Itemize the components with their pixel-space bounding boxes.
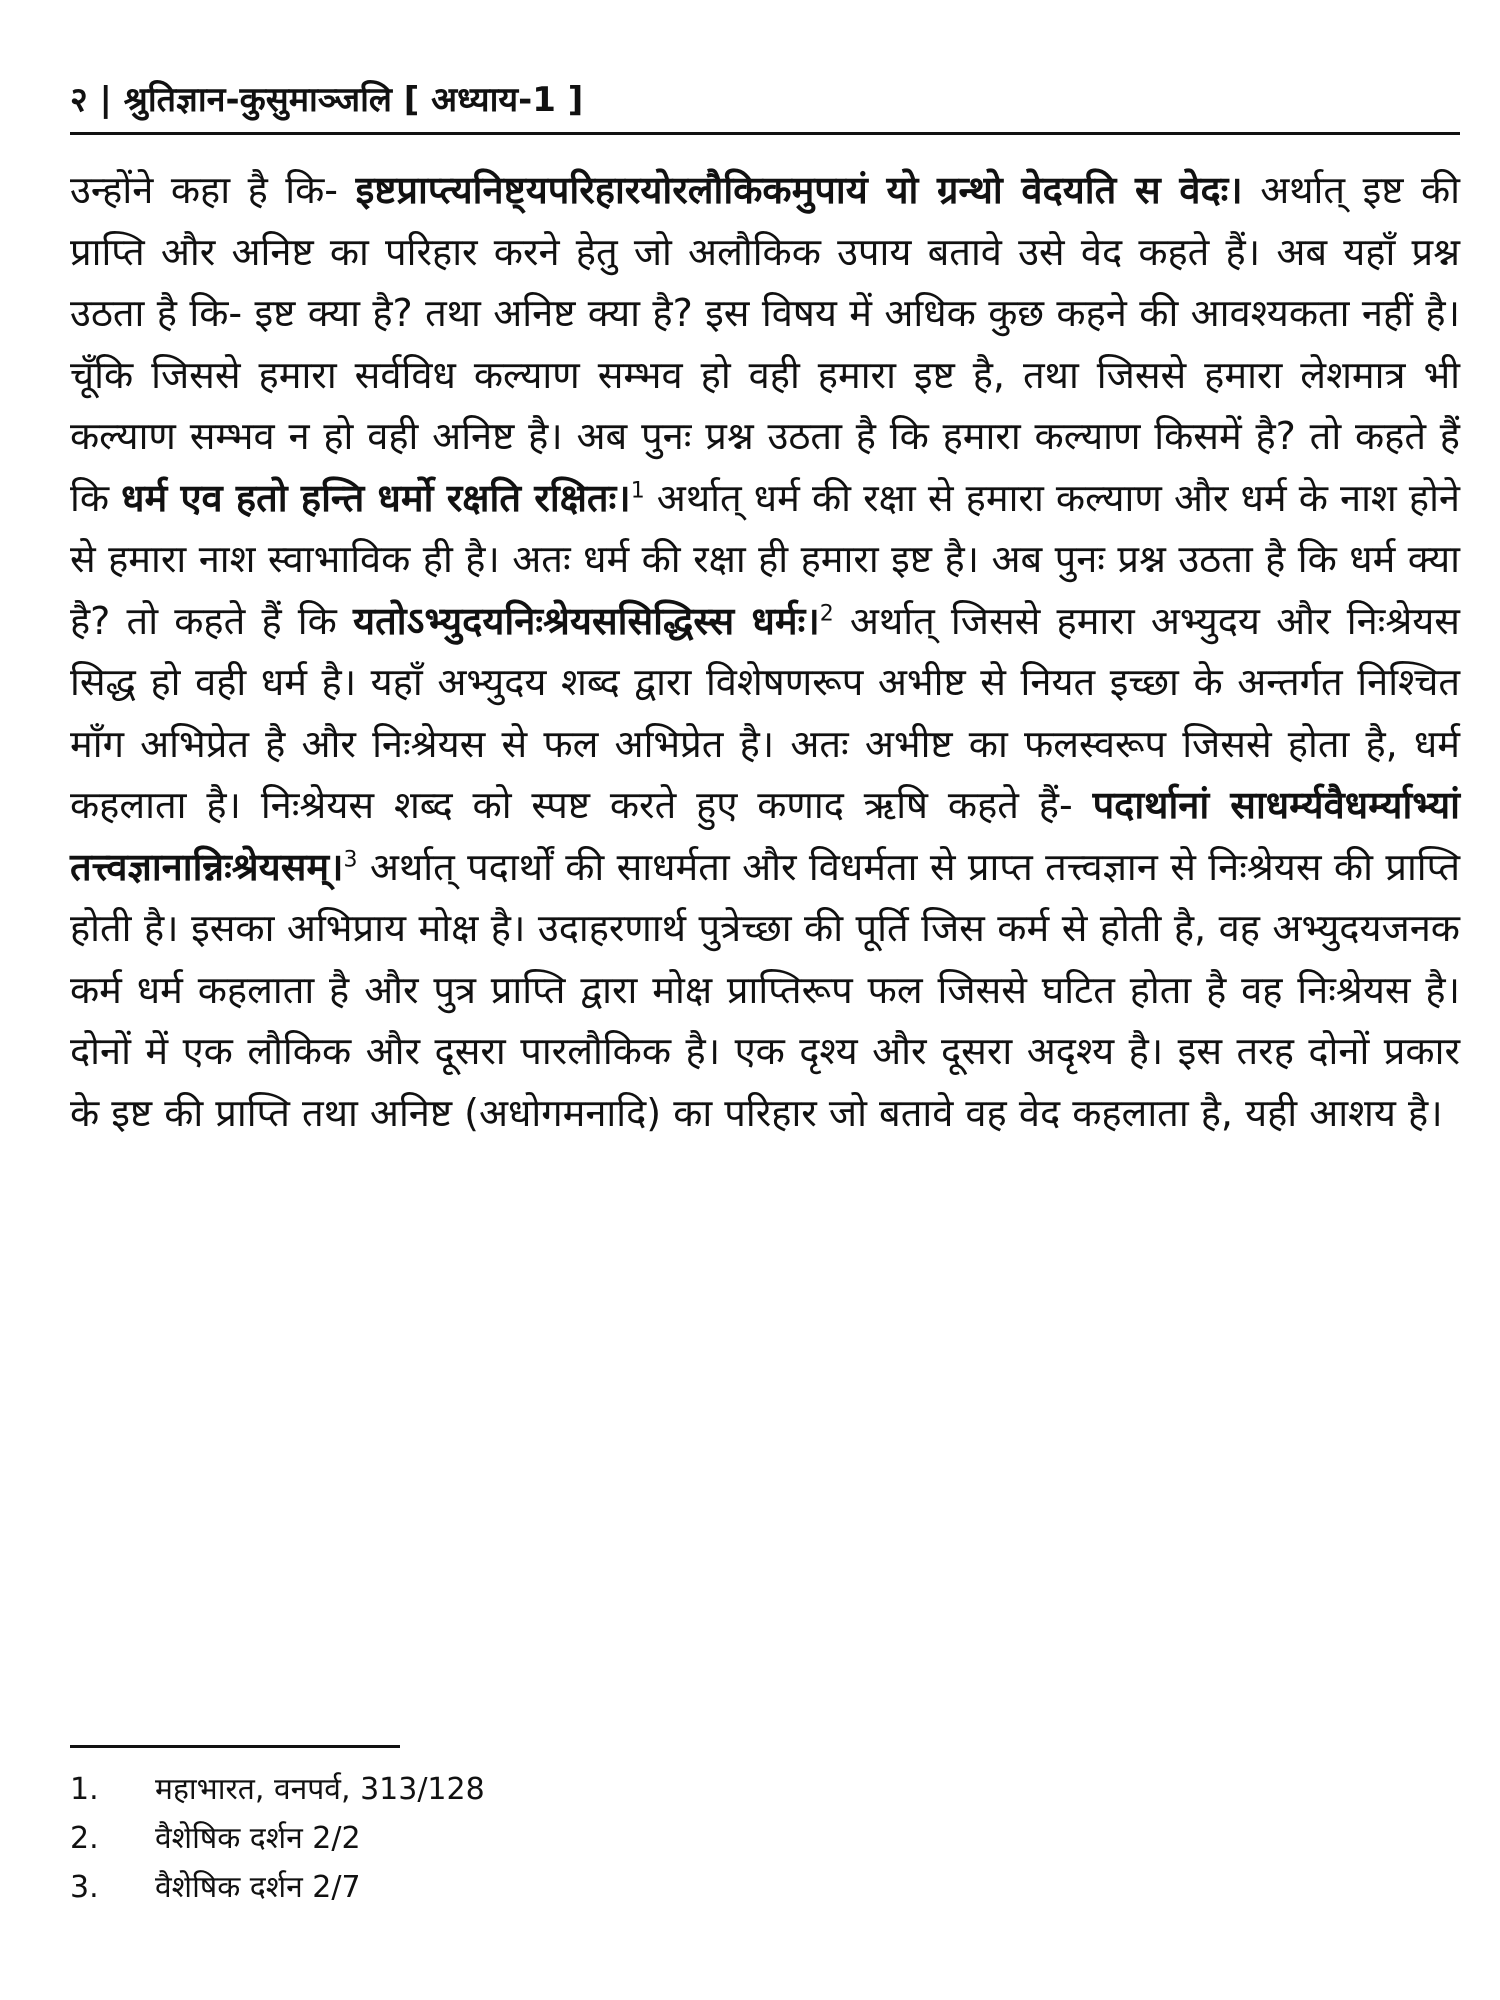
footnote-marker-3: 3 [343,846,358,872]
header-rule [70,132,1460,135]
footnote-1 [70,1765,970,1814]
running-header: २ | श्रुतिज्ञान-कुसुमाञ्जलि [ अध्याय-1 ] [70,80,584,120]
body-text-1: उन्होंने कहा है कि- [70,168,356,212]
body-text-4: अर्थात् जिससे हमारा अभ्युदय और निःश्रेयस सिद्ध हो वही धर्म है। यहाँ अभ्युदय शब्द द्वारा विशेषणरूप अभीष्ट से नियत इच्छा के अन्तर्गत निश्चित माँग अभिप्रेत है और निःश्रेयस से फल अभिप्रेत है। अतः अभीष्ट का फलस्वरूप जिससे होता है, धर्म कहलाता है। निःश्रेयस शब्द को स्पष्ट करते हुए कणाद ऋषि कहते हैं- [70,598,1460,827]
footnote-text: महाभारत, वनपर्व, 313/128 [155,1772,485,1807]
sanskrit-quote-1: इष्टप्राप्त्यनिष्ट्यपरिहारयोरलौकिकमुपायं यो ग्रन्थो वेदयति स वेदः। [355,168,1243,212]
footnote-number: 3. [70,1870,99,1905]
footnote-3 [70,1863,970,1912]
footnote-marker-1: 1 [630,477,645,503]
sanskrit-quote-3: यतोऽभ्युदयनिःश्रेयससिद्धिस्स धर्मः। [353,598,820,643]
footnote-number: 2. [70,1821,99,1856]
footnote-text: वैशेषिक दर्शन 2/7 [155,1870,361,1905]
body-paragraph [70,160,1460,1144]
sanskrit-quote-4: पदार्थानां साधर्म्यवैधर्म्याभ्यां तत्त्वज्ञानान्निःश्रेयसम्। [70,783,1460,889]
sanskrit-quote-2: धर्म एव हतो हन्ति धर्मो रक्षति रक्षितः। [121,475,631,520]
footnote-2 [70,1814,970,1863]
footnote-number: 1. [70,1772,99,1807]
footnote-marker-2: 2 [819,600,834,626]
body-text-2: अर्थात् इष्ट की प्राप्ति और अनिष्ट का परिहार करने हेतु जो अलौकिक उपाय बतावे उसे वेद कहते हैं। अब यहाँ प्रश्न उठता है कि- इष्ट क्या है? तथा अनिष्ट क्या है? इस विषय में अधिक कुछ कहने की आवश्यकता नहीं है। चूँकि जिससे हमारा सर्वविध कल्याण सम्भव हो वही हमारा इष्ट है, तथा जिससे हमारा लेशमात्र भी कल्याण सम्भव न हो वही अनिष्ट है। अब पुनः प्रश्न उठता है कि हमारा कल्याण किसमें है? तो कहते हैं कि [70,168,1461,520]
footnote-rule [70,1745,400,1748]
footnotes [70,1765,970,1912]
footnote-text: वैशेषिक दर्शन 2/2 [155,1821,361,1856]
body-text-5: अर्थात् पदार्थों की साधर्मता और विधर्मता से प्राप्त तत्त्वज्ञान से निःश्रेयस की प्राप्ति होती है। इसका अभिप्राय मोक्ष है। उदाहरणार्थ पुत्रेच्छा की पूर्ति जिस कर्म से होती है, वह अभ्युदयजनक कर्म धर्म कहलाता है और पुत्र प्राप्ति द्वारा मोक्ष प्राप्तिरूप फल जिससे घटित होता है वह निःश्रेयस है। दोनों में एक लौकिक और दूसरा पारलौकिक है। एक दृश्य और दूसरा अदृश्य है। इस तरह दोनों प्रकार के इष्ट की प्राप्ति तथा अनिष्ट (अधोगमनादि) का परिहार जो बतावे वह वेद कहलाता है, यही आशय है। [70,844,1460,1135]
body-text-3: अर्थात् धर्म की रक्षा से हमारा कल्याण और धर्म के नाश होने से हमारा नाश स्वाभाविक ही है। अतः धर्म की रक्षा ही हमारा इष्ट है। अब पुनः प्रश्न उठता है कि धर्म क्या है? तो कहते हैं कि [70,475,1460,643]
